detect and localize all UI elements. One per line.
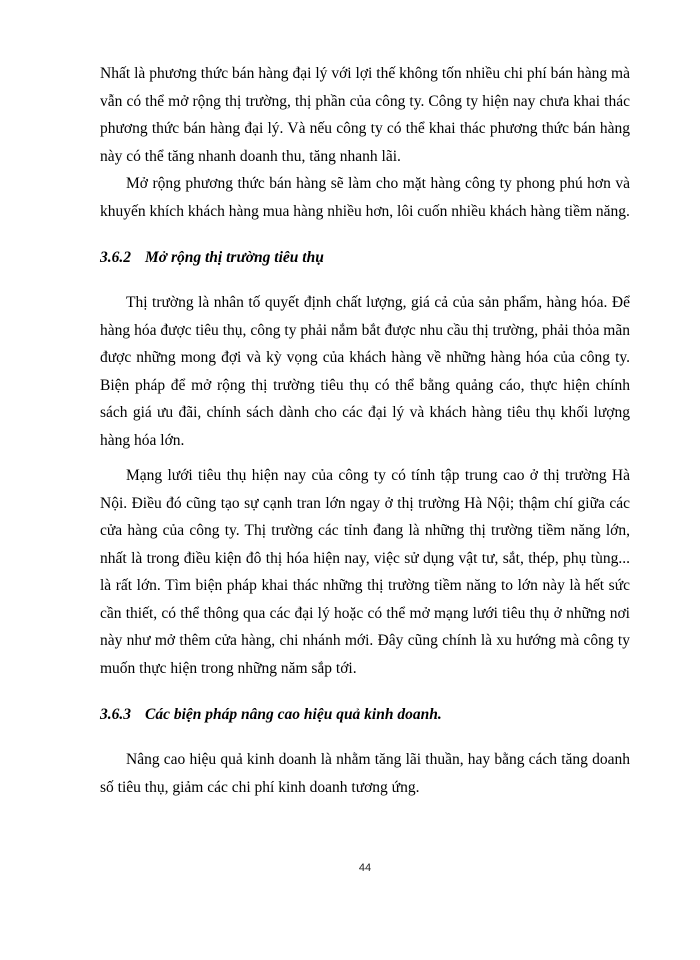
section-heading-3-6-2 [100, 247, 630, 269]
section-heading-3-6-3 [100, 704, 630, 726]
paragraph-expand-sales-methods: Mở rộng phương thức bán hàng sẽ làm cho mặt hàng công ty phong phú hơn và khuyến khích khách hàng mua hàng nhiều hơn, lôi cuốn nhiều khách hàng tiềm năng. [100, 175, 630, 220]
document-page [100, 60, 630, 801]
section-number: 3.6.3 [100, 706, 131, 723]
page-number: 44 [358, 862, 372, 874]
paragraph-market-factor: Thị trường là nhân tố quyết định chất lượng, giá cả của sản phẩm, hàng hóa. Để hàng hóa được tiêu thụ, công ty phải nắm bắt được nhu cầu thị trường, phải thỏa mãn được những mong đợi và kỳ vọng của khách hàng về những hàng hóa của công ty. Biện pháp để mở rộng thị trường tiêu thụ có thể bằng quảng cáo, thực hiện chính sách giá ưu đãi, chính sách dành cho các đại lý và khách hàng tiêu thụ khối lượng hàng hóa lớn. [100, 294, 630, 449]
paragraph-distribution-network: Mạng lưới tiêu thụ hiện nay của công ty có tính tập trung cao ở thị trường Hà Nội. Điều đó cũng tạo sự cạnh tran lớn ngay ở thị trường Hà Nội; thậm chí giữa các cửa hàng của công ty. Thị trường các tỉnh đang là những thị trường tiềm năng lớn, nhất là trong điều kiện đô thị hóa hiện nay, việc sử dụng vật tư, sắt, thép, phụ tùng... là rất lớn. Tìm biện pháp khai thác những thị trường tiềm năng to lớn này là hết sức cần thiết, có thể thông qua các đại lý hoặc có thể mở mạng lưới tiêu thụ ở những nơi này như mở thêm cửa hàng, chi nhánh mới. Đây cũng chính là xu hướng mà công ty muốn thực hiện trong những năm sắp tới. [100, 467, 630, 677]
paragraph-business-efficiency: Nâng cao hiệu quả kinh doanh là nhằm tăng lãi thuần, hay bằng cách tăng doanh số tiêu thụ, giảm các chi phí kinh doanh tương ứng. [100, 751, 630, 796]
section-number: 3.6.2 [100, 249, 131, 266]
section-title: Các biện pháp nâng cao hiệu quả kinh doanh. [145, 706, 442, 723]
paragraph-agency-sales: Nhất là phương thức bán hàng đại lý với lợi thế không tốn nhiều chi phí bán hàng mà vẫn có thể mở rộng thị trường, thị phần của công ty. Công ty hiện nay chưa khai thác phương thức bán hàng đại lý. Và nếu công ty có thể khai thác phương thức bán hàng này có thể tăng nhanh doanh thu, tăng nhanh lãi. [100, 65, 630, 165]
section-title: Mở rộng thị trường tiêu thụ [145, 249, 324, 266]
